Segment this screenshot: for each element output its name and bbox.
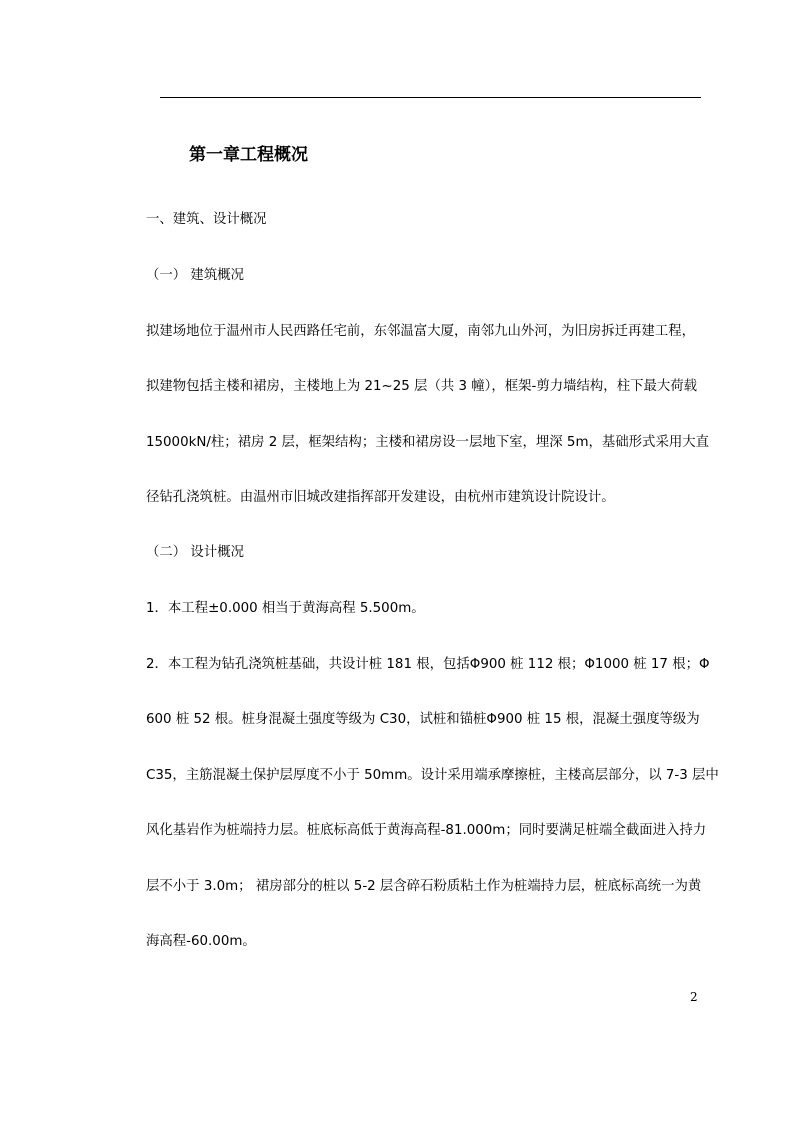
paragraph-line: 拟建场地位于温州市人民西路任宅前，东邻温富大厦，南邻九山外河，为旧房拆迁再建工程， — [146, 324, 696, 339]
paragraph-line: 15000kN/柱；裙房 2 层，框架结构；主楼和裙房设一层地下室，埋深 5m，基础形式采用大直 — [146, 435, 710, 450]
paragraph-line: 2．本工程为钻孔浇筑桩基础，共设计桩 181 根，包括Φ900 桩 112 根；Φ1000 桩 17 根；Φ — [146, 657, 710, 672]
subsection-title-building: （一） 建筑概况 — [146, 268, 244, 283]
header-rule — [160, 97, 701, 98]
subsection-title-design: （二） 设计概况 — [146, 545, 244, 560]
paragraph-line: C35，主筋混凝土保护层厚度不小于 50mm。设计采用端承摩擦桩，主楼高层部分，以 7-3 层中 — [146, 768, 719, 783]
paragraph-line: 600 桩 52 根。桩身混凝土强度等级为 C30，试桩和锚桩Φ900 桩 15 根，混凝土强度等级为 — [146, 712, 700, 727]
paragraph-line: 径钻孔浇筑桩。由温州市旧城改建指挥部开发建设，由杭州市建筑设计院设计。 — [146, 490, 615, 505]
paragraph-line: 拟建物包括主楼和裙房，主楼地上为 21~25 层（共 3 幢），框架-剪力墙结构，柱下最大荷载 — [146, 379, 698, 394]
section-title: 一、建筑、设计概况 — [146, 212, 267, 227]
chapter-title: 第一章工程概况 — [189, 145, 308, 165]
paragraph-line: 海高程-60.00m。 — [146, 934, 256, 949]
paragraph-line: 风化基岩作为桩端持力层。桩底标高低于黄海高程-81.000m；同时要满足桩端全截面进入持力 — [146, 823, 707, 838]
paragraph-line: 层不小于 3.0m； 裙房部分的桩以 5-2 层含碎石粉质粘土作为桩端持力层，桩底标高统一为黄 — [146, 879, 702, 894]
list-item: 1．本工程±0.000 相当于黄海高程 5.500m。 — [146, 601, 425, 616]
page-number: 2 — [690, 990, 698, 1004]
